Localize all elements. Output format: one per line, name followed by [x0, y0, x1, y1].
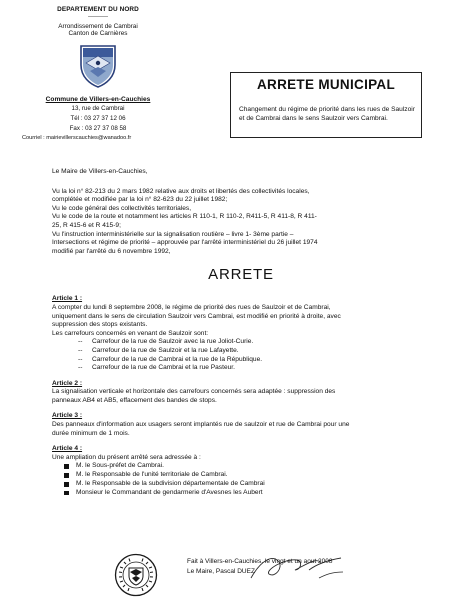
recipients-list — [52, 462, 430, 497]
article-2-heading: Article 2 : — [52, 379, 83, 387]
list-item: -- Carrefour de la rue de Cambrai et la rue de la République. — [82, 356, 430, 365]
letterhead — [22, 6, 168, 141]
list-item: M. le Responsable de la subdivision départementale de Cambrai — [64, 480, 430, 489]
document-subject: Changement du régime de priorité dans les rues de Saulzoir et de Cambrai dans le sens Saulzoir vers Cambrai. — [239, 106, 415, 122]
article-3-line: Des panneaux d'information aux usagers seront implantés rue de saulzoir et rue de Cambrai pour une — [52, 421, 350, 429]
commune-fax: Fax : 03 27 37 08 58 — [69, 125, 127, 132]
visa-line: Vu le code général des collectivités territoriales, — [52, 204, 192, 212]
article-2-line: La signalisation verticale et horizontale des carrefours concernés sera adaptée : suppression des — [52, 388, 336, 396]
list-item: M. le Responsable de l'unité territoriale de Cambrai. — [64, 471, 430, 480]
crossroads-list — [52, 338, 430, 372]
list-item: -- Carrefour de la rue de Saulzoir avec la rue Joliot-Curie. — [82, 338, 430, 347]
list-item: -- Carrefour de la rue de Saulzoir et la rue Lafayette. — [82, 347, 430, 356]
legal-references — [52, 188, 430, 257]
article-1-line: uniquement dans le sens de circulation Saulzoir vers Cambrai, est modifié en priorité à droite, avec — [52, 312, 341, 320]
list-item: M. le Sous-préfet de Cambrai. — [64, 462, 430, 471]
article-1-intro: Les carrefours concernés en venant de Saulzoir sont: — [52, 329, 209, 337]
article-1-heading: Article 1 : — [52, 295, 83, 303]
title-box — [230, 72, 422, 138]
arrondissement-name: Arrondissement de Cambrai — [58, 23, 138, 30]
greeting: Le Maire de Villers-en-Cauchies, — [52, 168, 148, 175]
article-4-intro: Une ampliation du présent arrêté sera adressée à : — [52, 453, 201, 461]
canton-name: Canton de Carnières — [68, 30, 128, 37]
article-3-heading: Article 3 : — [52, 412, 83, 420]
coat-of-arms-icon — [78, 43, 118, 89]
department-name: DEPARTEMENT DU NORD — [57, 6, 139, 13]
visa-line: Vu le code de la route et notamment les articles R 110-1, R 110-2, R411-5, R 411-8, R 411- — [52, 213, 317, 221]
article-4-heading: Article 4 : — [52, 445, 83, 453]
visa-line: Intersections et régime de priorité – approuvée par l'arrêté interministériel du 26 juillet 1974 — [52, 239, 318, 247]
visa-line: Vu la loi n° 82-213 du 2 mars 1982 relative aux droits et libertés des collectivités locales, — [52, 187, 310, 195]
signature-block — [187, 557, 387, 577]
mairie-stamp-icon — [114, 553, 158, 597]
signatory-name: Le Maire, Pascal DUEZ — [187, 567, 255, 575]
commune-address: 13, rue de Cambrai — [71, 105, 125, 112]
visa-line: Vu l'instruction interministérielle sur la signalisation routière – livre 1- 3ème partie – — [52, 230, 294, 238]
visa-line: modifié par l'arrêté du 6 novembre 1992, — [52, 247, 171, 255]
commune-phone: Tél : 03 27 37 12 06 — [70, 115, 126, 122]
visa-line: complétée et modifiée par la loi n° 82-623 du 22 juillet 1982; — [52, 196, 228, 204]
signature-place-date: Fait à Villers-en-Cauchies, le vingt et un aout 2008 — [187, 558, 333, 565]
list-item: -- Carrefour de la rue de Cambrai et la rue Pasteur. — [82, 364, 430, 373]
document-title: ARRETE MUNICIPAL — [256, 77, 396, 92]
document-body — [52, 168, 430, 498]
visa-line: 25, R 415-6 et R 415-9; — [52, 221, 121, 229]
list-item: Monsieur le Commandant de gendarmerie d'Avesnes les Aubert — [64, 489, 430, 498]
article-1-line: suppression des stops existants. — [52, 321, 148, 329]
article-3-line: durée minimum de 1 mois. — [52, 429, 130, 437]
article-2-line: panneaux AB4 et AB5, effacement des bandes de stops. — [52, 396, 217, 404]
arrete-heading: ARRETE — [208, 266, 274, 284]
letterhead-separator: ---------- — [88, 14, 108, 20]
commune-name: Commune de Villers-en-Cauchies — [45, 96, 151, 103]
article-1-line: A compter du lundi 8 septembre 2008, le régime de priorité des rues de Saulzoir et de Cambrai, — [52, 303, 331, 311]
commune-email: Courriel : mairievillerscauchies@wanadoo.fr — [22, 135, 132, 141]
